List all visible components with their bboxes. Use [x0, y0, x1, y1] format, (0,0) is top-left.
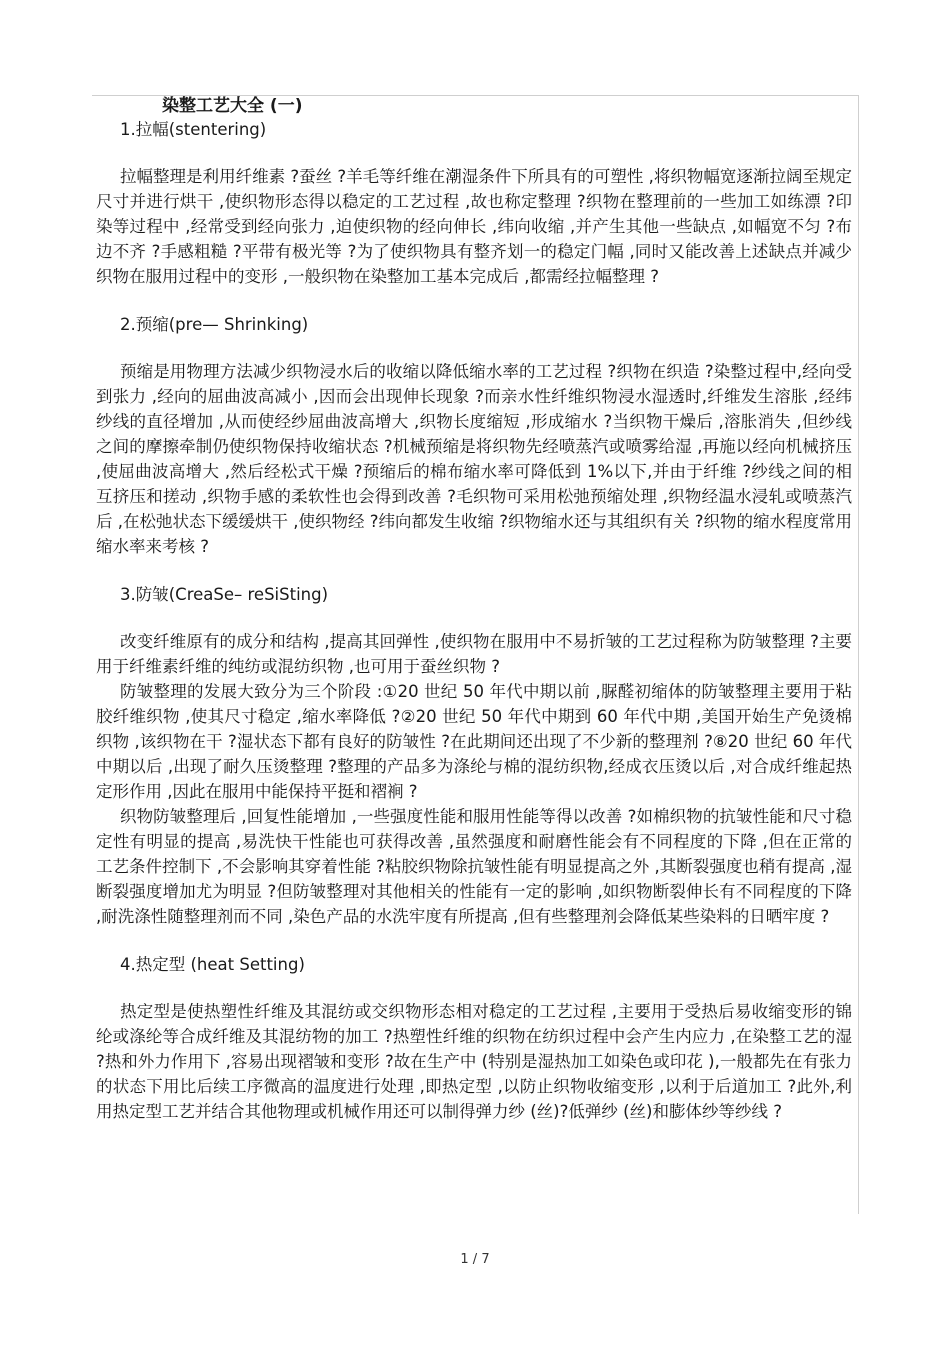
- page-indicator: 1 / 7: [460, 1252, 490, 1267]
- section-heading-heat-setting: 4.热定型 (heat Setting): [120, 955, 305, 974]
- paragraph-crease-resisting-history: 防皱整理的发展大致分为三个阶段 :①20 世纪 50 年代中期以前 ,脲醛初缩体的防皱整理主要用于粘胶纤维织物 ,使其尺寸稳定 ,缩水率降低 ?②20 世纪 50 年代中期到 60 年代中期 ,美国开始生产免烫棉织物 ,该织物在干 ?湿状态下都有良好的防皱性 ?在此期间还出现了不少新的整理剂 ?⑧20 世纪 60 年代中期以后 ,出现了耐久压烫整理 ?整理的产品多为涤纶与棉的混纺织物,经成衣压烫以后 ,对合成纤维起热定形作用 ,因此在服用中能保持平挺和褶裥 ?: [96, 682, 852, 801]
- section-heading-stentering: 1.拉幅(stentering): [120, 120, 267, 139]
- document-title: 染整工艺大全 (一): [162, 96, 303, 116]
- paragraph-stentering: 拉幅整理是利用纤维素 ?蚕丝 ?羊毛等纤维在潮湿条件下所具有的可塑性 ,将织物幅宽逐渐拉阔至规定尺寸并进行烘干 ,使织物形态得以稳定的工艺过程 ,故也称定整理 ?织物在整理前的一些加工如练漂 ?印染等过程中 ,经常受到经向张力 ,迫使织物的经向伸长 ,纬向收缩 ,并产生其他一些缺点 ,如幅宽不匀 ?布边不齐 ?手感粗糙 ?平带有极光等 ?为了使织物具有整齐划一的稳定门幅 ,同时又能改善上述缺点并减少织物在服用过程中的变形 ,一般织物在染整加工基本完成后 ,都需经拉幅整理 ?: [96, 167, 852, 286]
- section-heading-preshrinking: 2.预缩(pre— Shrinking): [120, 315, 309, 334]
- paragraph-crease-resisting-effects: 织物防皱整理后 ,回复性能增加 ,一些强度性能和服用性能等得以改善 ?如棉织物的抗皱性能和尺寸稳定性有明显的提高 ,易洗快干性能也可获得改善 ,虽然强度和耐磨性能会有不同程度的下降 ,但在正常的工艺条件控制下 ,不会影响其穿着性能 ?粘胶织物除抗皱性能有明显提高之外 ,其断裂强度也稍有提高 ,湿断裂强度增加尤为明显 ?但防皱整理对其他相关的性能有一定的影响 ,如织物断裂伸长有不同程度的下降 ,耐洗涤性随整理剂而不同 ,染色产品的水洗牢度有所提高 ,但有些整理剂会降低某些染料的日晒牢度 ?: [96, 807, 852, 926]
- section-heading-crease-resisting: 3.防皱(CreaSe– reSiSting): [120, 585, 329, 604]
- document-body: [96, 94, 852, 1124]
- paragraph-crease-resisting-intro: 改变纤维原有的成分和结构 ,提高其回弹性 ,使织物在服用中不易折皱的工艺过程称为防皱整理 ?主要用于纤维素纤维的纯纺或混纺织物 ,也可用于蚕丝织物 ?: [96, 632, 852, 676]
- paragraph-preshrinking: 预缩是用物理方法减少织物浸水后的收缩以降低缩水率的工艺过程 ?织物在织造 ?染整过程中,经向受到张力 ,经向的屈曲波高减小 ,因而会出现伸长现象 ?而亲水性纤维织物浸水湿透时,纤维发生溶胀 ,经纬纱线的直径增加 ,从而使经纱屈曲波高增大 ,织物长度缩短 ,形成缩水 ?当织物干燥后 ,溶胀消失 ,但纱线之间的摩擦牵制仍使织物保持收缩状态 ?机械预缩是将织物先经喷蒸汽或喷雾给湿 ,再施以经向机械挤压 ,使屈曲波高增大 ,然后经松式干燥 ?预缩后的棉布缩水率可降低到 1%以下,并由于纤维 ?纱线之间的相互挤压和搓动 ,织物手感的柔软性也会得到改善 ?毛织物可采用松弛预缩处理 ,织物经温水浸轧或喷蒸汽后 ,在松弛状态下缓缓烘干 ,使织物经 ?纬向都发生收缩 ?织物缩水还与其组织有关 ?织物的缩水程度常用缩水率来考核 ?: [96, 362, 852, 556]
- paragraph-heat-setting: 热定型是使热塑性纤维及其混纺或交织物形态相对稳定的工艺过程 ,主要用于受热后易收缩变形的锦纶或涤纶等合成纤维及其混纺物的加工 ?热塑性纤维的织物在纺织过程中会产生内应力 ,在染整工艺的湿 ?热和外力作用下 ,容易出现褶皱和变形 ?故在生产中 (特别是湿热加工如染色或印花 ),一般都先在有张力的状态下用比后续工序微高的温度进行处理 ,即热定型 ,以防止织物收缩变形 ,以利于后道加工 ?此外,利用热定型工艺并结合其他物理或机械作用还可以制得弹力纱 (丝)?低弹纱 (丝)和膨体纱等纱线 ?: [96, 1002, 852, 1121]
